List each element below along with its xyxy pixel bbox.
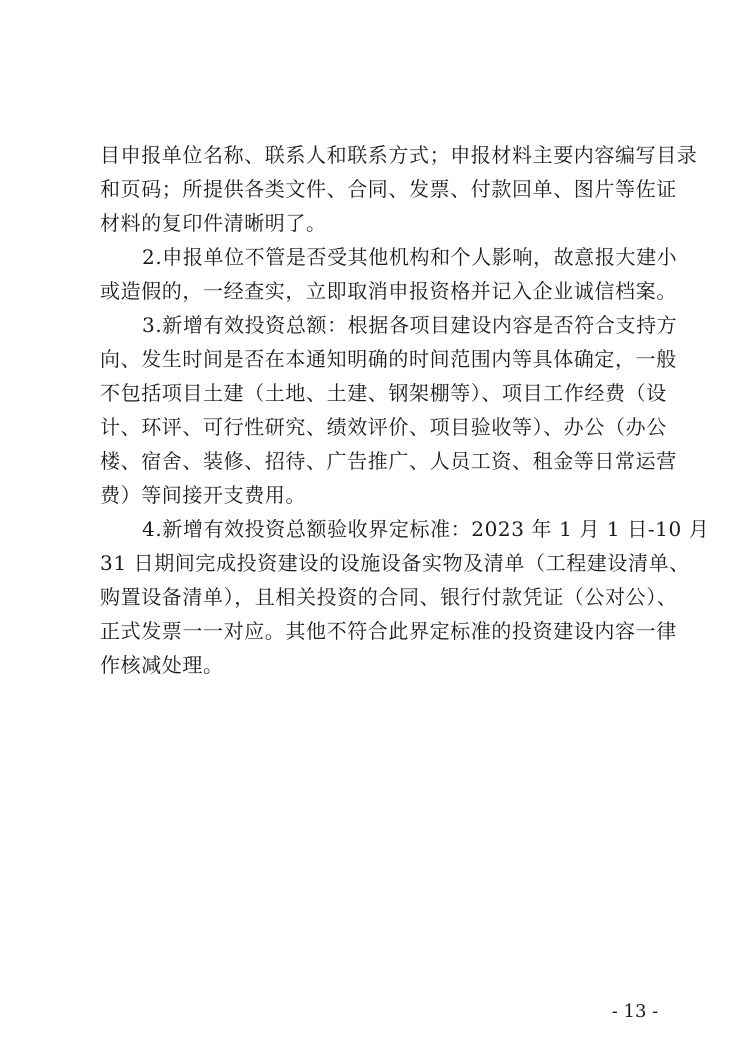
paragraph-4-line-2: 31 日期间完成投资建设的设施设备实物及清单（工程建设清单、 xyxy=(100,551,690,575)
page-number: - 13 - xyxy=(611,1001,659,1022)
paragraph-3-line-4: 计、环评、可行性研究、绩效评价、项目验收等）、办公（办公 xyxy=(100,415,667,439)
paragraph-3-line-6: 费）等间接开支费用。 xyxy=(100,483,306,507)
paragraph-2-line-2: 或造假的，一经查实，立即取消申报资格并记入企业诚信档案。 xyxy=(100,279,677,303)
paragraph-3-line-2: 向、发生时间是否在本通知明确的时间范围内等具体确定，一般 xyxy=(100,347,677,371)
paragraph-3-line-3: 不包括项目土建（土地、土建、钢架棚等）、项目工作经费（设 xyxy=(100,381,667,405)
text-line-2: 和页码；所提供各类文件、合同、发票、付款回单、图片等佐证 xyxy=(100,177,677,201)
paragraph-4-line-1: 4.新增有效投资总额验收界定标准：2023 年 1 月 1 日-10 月 xyxy=(142,517,710,541)
text-line-1: 目申报单位名称、联系人和联系方式；申报材料主要内容编写目录 xyxy=(100,143,698,167)
paragraph-3-line-1: 3.新增有效投资总额：根据各项目建设内容是否符合支持方 xyxy=(142,313,678,337)
paragraph-2-line-1: 2.申报单位不管是否受其他机构和个人影响，故意报大建小 xyxy=(142,245,678,269)
paragraph-3-line-5: 楼、宿舍、装修、招待、广告推广、人员工资、租金等日常运营 xyxy=(100,449,677,473)
paragraph-4-line-4: 正式发票一一对应。其他不符合此界定标准的投资建设内容一律 xyxy=(100,619,677,643)
document-body xyxy=(100,138,710,682)
text-line-3: 材料的复印件清晰明了。 xyxy=(100,211,327,235)
paragraph-4-line-3: 购置设备清单），且相关投资的合同、银行付款凭证（公对公）、 xyxy=(100,585,678,609)
paragraph-4-line-5: 作核减处理。 xyxy=(100,653,224,677)
